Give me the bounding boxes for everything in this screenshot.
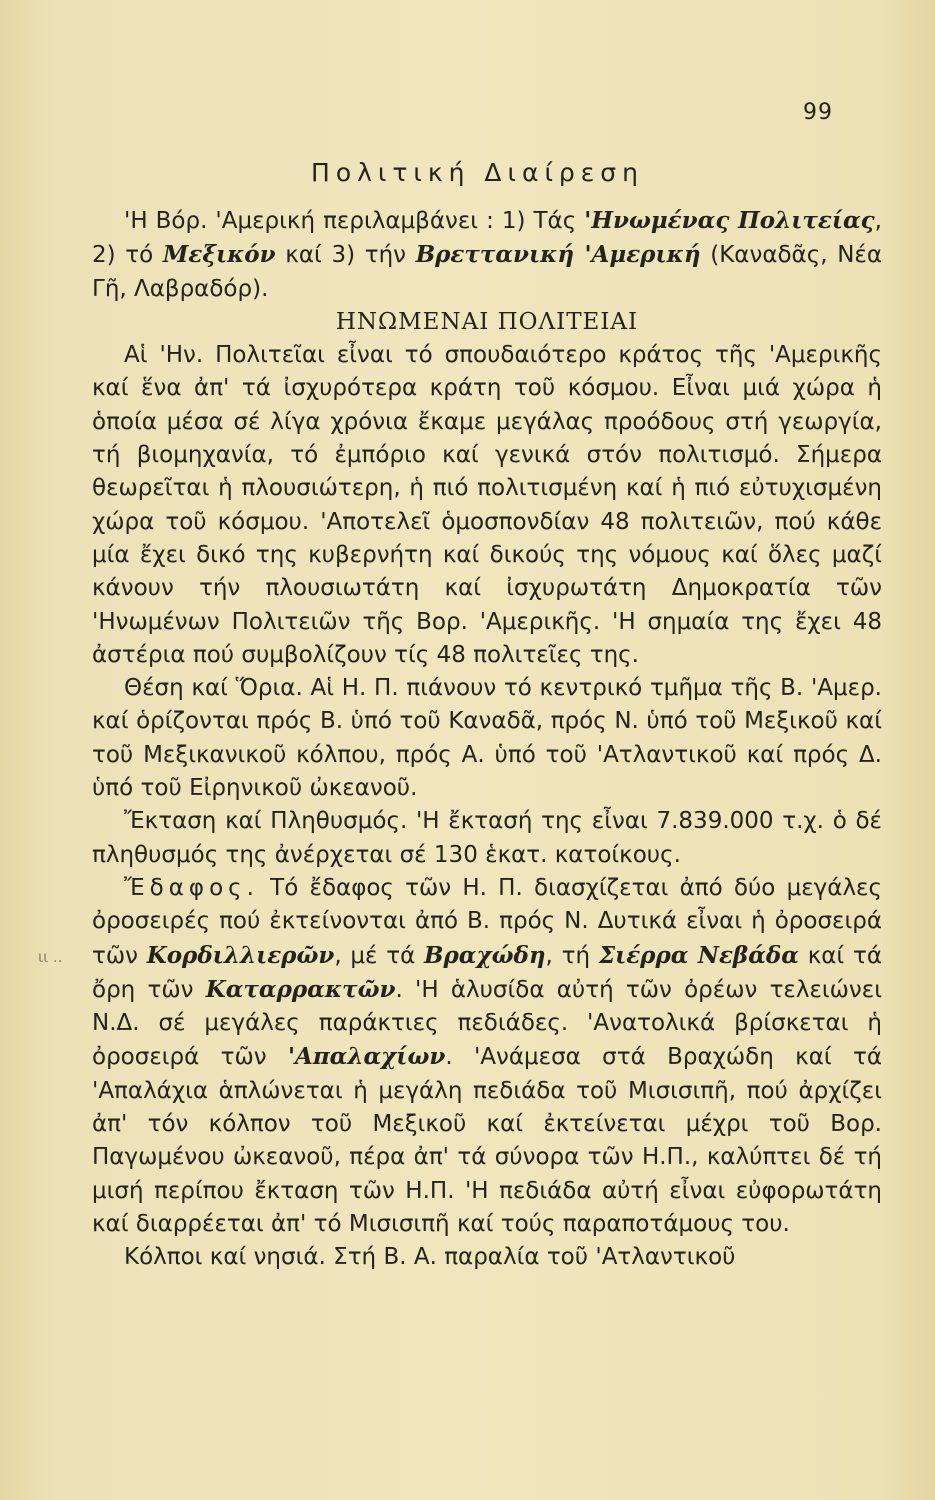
body-text: [92, 204, 882, 1275]
terrain-paragraph: Ἔδαφος. Τό ἔδαφος τῶν Η. Π. διασχίζεται ἀπό δύο μεγάλες ὀροσειρές πού ἐκτείνονται ἀπό Β. πρός Ν. Δυτικά εἶναι ἡ ὀροσειρά τῶν Κορδιλλιερῶν, μέ τά Βραχώδη, τή Σιέρρα Νεβάδα καί τά ὄρη τῶν Καταρρακτῶν. 'Η ἁλυσίδα αὐτή τῶν ὀρέων τελειώνει Ν.Δ. σέ μεγάλες παράκτιες πεδιάδες. 'Ανατολικά βρίσκεται ἡ ὀροσειρά τῶν 'Απαλαχίων. 'Ανάμεσα στά Βραχώδη καί τά 'Απαλάχια ἁπλώνεται ἡ μεγάλη πεδιάδα τοῦ Μισισιπῆ, πού ἀρχίζει ἀπ' τόν κόλπον τοῦ Μεξικοῦ καί ἐκτείνεται μέχρι τοῦ Βορ. Παγωμένου ὠκεανοῦ, πέρα ἀπ' τά σύνορα τῶν Η.Π., καλύπτει δέ τή μισή περίπου ἔκταση τῶν Η.Π. 'Η πεδιάδα αὐτή εἶναι εὐφορωτάτη καί διαρρέεται ἀπ' τό Μισισιπῆ καί τούς παραποτάμους του.: [92, 874, 883, 1237]
terrain-label: Ἔδαφος.: [124, 874, 259, 901]
section-subheading: ΗΝΩΜΕΝΑΙ ΠΟΛΙΤΕΙΑΙ: [335, 308, 639, 335]
area-paragraph: Ἔκταση καί Πληθυσμός. 'Η ἔκτασή της εἶναι 7.839.000 τ.χ. ὁ δέ πληθυσμός της ἀνέρχεται σέ 130 ἑκατ. κατοίκους.: [92, 808, 882, 868]
area-label: Ἔκταση καί Πληθυσμός.: [124, 808, 408, 835]
intro-paragraph: 'Η Βόρ. 'Αμερική περιλαμβάνει : 1) Τάς 'Ηνωμένας Πολιτείας, 2) τό Μεξικόν καί 3) τήν Βρεττανική 'Αμερική (Καναδᾶς, Νέα Γῆ, Λαβραδόρ).: [92, 207, 882, 302]
location-paragraph: Θέση καί Ὅρια. Αἱ Η. Π. πιάνουν τό κεντρικό τμῆμα τῆς Β. 'Αμερ. καί ὁρίζονται πρός Β. ὑπό τοῦ Καναδᾶ, πρός Ν. ὑπό τοῦ Μεξικοῦ καί τοῦ Μεξικανικοῦ κόλπου, πρός Α. ὑπό τοῦ 'Ατλαντικοῦ καί πρός Δ. ὑπό τοῦ Εἰρηνικοῦ ὠκεανοῦ.: [92, 675, 882, 802]
general-paragraph: Αἱ 'Ην. Πολιτεῖαι εἶναι τό σπουδαιότερο κράτος τῆς 'Αμερικῆς καί ἕνα ἀπ' τά ἰσχυρότερα κράτη τοῦ κόσμου. Εἶναι μιά χώρα ἡ ὁποία μέσα σέ λίγα χρόνια ἔκαμε μεγάλας προόδους στή γεωργία, τή βιομηχανία, τό ἐμπόριο καί γενικά στόν πολιτισμό. Σήμερα θεωρεῖται ἡ πλουσιώτερη, ἡ πιό πολιτισμένη καί ἡ πιό εὐτυχισμένη χώρα τοῦ κόσμου. 'Αποτελεῖ ὁμοσπονδίαν 48 πολιτειῶν, πού κάθε μία ἔχει δικό της κυβερνήτη καί δικούς της νόμους καί ὅλες μαζί κάνουν τήν πλουσιωτάτη καί ἰσχυρωτάτη Δημοκρατία τῶν 'Ηνωμένων Πολιτειῶν τῆς Βορ. 'Αμερικῆς. 'Η σημαία της ἔχει 48 ἀστέρια πού συμβολίζουν τίς 48 πολιτεῖες της.: [92, 342, 882, 668]
gulfs-label: Κόλποι καί νησιά.: [124, 1244, 326, 1271]
location-label: Θέση καί Ὅρια.: [124, 675, 303, 702]
margin-mark: ιι ..: [38, 948, 63, 966]
gulfs-paragraph: Κόλποι καί νησιά. Στή Β. Α. παραλία τοῦ 'Ατλαντικοῦ: [124, 1244, 736, 1271]
page-number: 99: [803, 100, 833, 125]
page-heading: Πολιτική Διαίρεση: [311, 158, 644, 187]
